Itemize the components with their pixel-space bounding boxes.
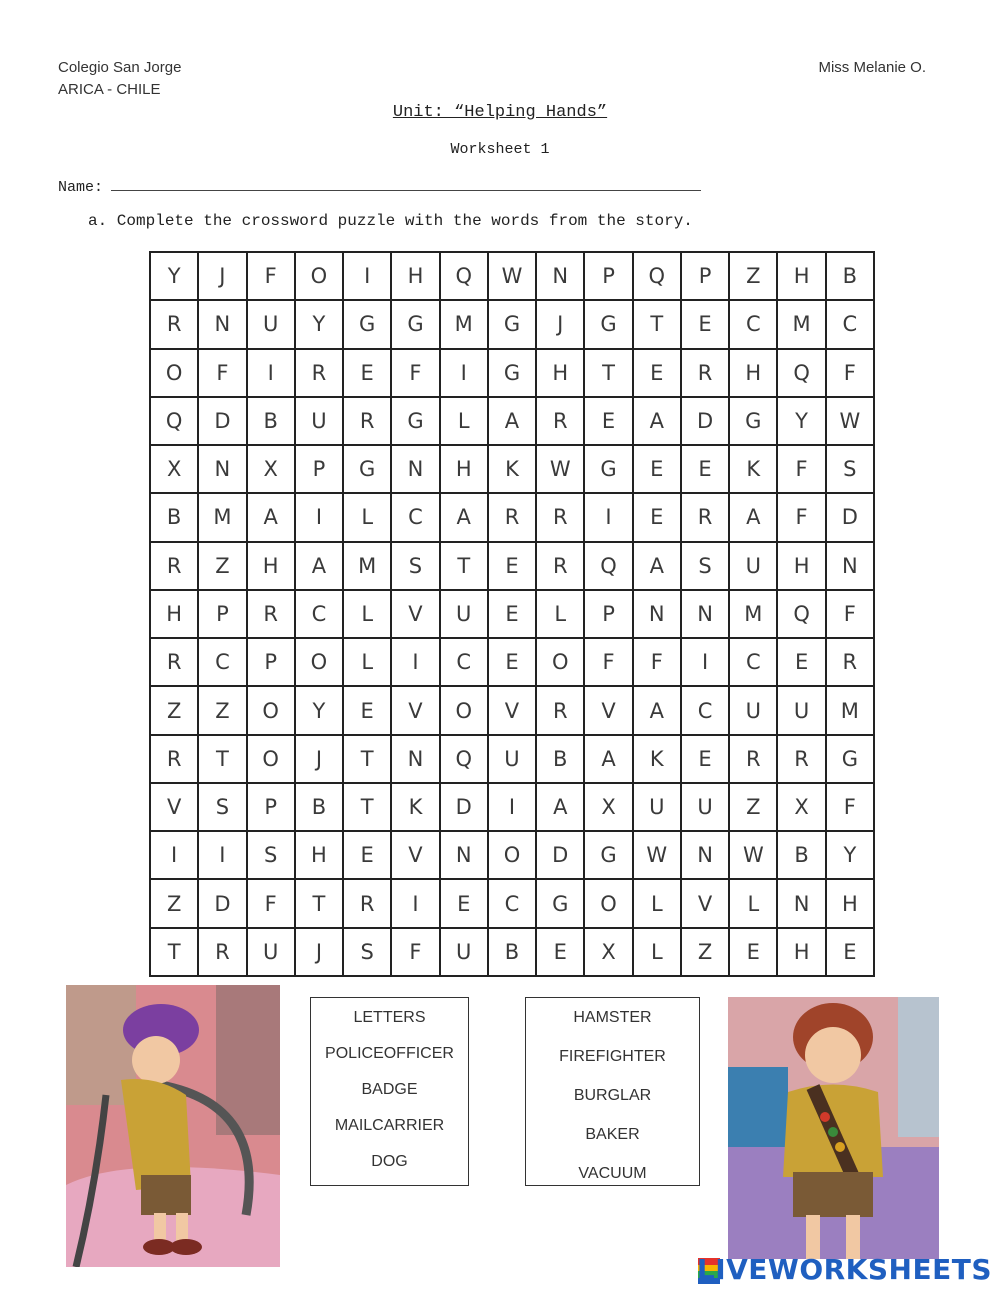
- grid-cell[interactable]: A: [633, 542, 681, 590]
- grid-cell[interactable]: R: [826, 638, 874, 686]
- word-search-grid[interactable]: [149, 251, 875, 977]
- grid-cell[interactable]: P: [584, 252, 632, 300]
- word-list-item: BADGE: [361, 1081, 418, 1098]
- grid-cell[interactable]: L: [633, 928, 681, 976]
- grid-cell[interactable]: M: [777, 300, 825, 348]
- grid-cell[interactable]: I: [391, 638, 439, 686]
- grid-cell[interactable]: G: [584, 445, 632, 493]
- grid-cell[interactable]: N: [391, 445, 439, 493]
- grid-cell[interactable]: E: [633, 349, 681, 397]
- grid-cell[interactable]: Q: [440, 735, 488, 783]
- grid-cell[interactable]: K: [488, 445, 536, 493]
- grid-cell[interactable]: C: [391, 493, 439, 541]
- grid-cell[interactable]: G: [826, 735, 874, 783]
- grid-cell[interactable]: X: [150, 445, 198, 493]
- grid-cell[interactable]: E: [536, 928, 584, 976]
- grid-cell[interactable]: T: [633, 300, 681, 348]
- grid-cell[interactable]: R: [150, 638, 198, 686]
- grid-cell[interactable]: W: [488, 252, 536, 300]
- grid-cell[interactable]: E: [488, 638, 536, 686]
- grid-cell[interactable]: R: [536, 542, 584, 590]
- grid-cell[interactable]: N: [826, 542, 874, 590]
- grid-cell[interactable]: L: [633, 879, 681, 927]
- grid-cell[interactable]: C: [295, 590, 343, 638]
- grid-cell[interactable]: S: [681, 542, 729, 590]
- grid-cell[interactable]: Y: [295, 686, 343, 734]
- grid-cell[interactable]: A: [295, 542, 343, 590]
- grid-cell[interactable]: B: [826, 252, 874, 300]
- grid-cell[interactable]: H: [729, 349, 777, 397]
- grid-cell[interactable]: E: [343, 686, 391, 734]
- name-label: Name:: [58, 179, 104, 196]
- grid-cell[interactable]: I: [295, 493, 343, 541]
- grid-cell[interactable]: J: [295, 735, 343, 783]
- grid-cell[interactable]: A: [440, 493, 488, 541]
- grid-cell[interactable]: C: [729, 638, 777, 686]
- grid-cell[interactable]: U: [440, 590, 488, 638]
- grid-cell[interactable]: E: [681, 735, 729, 783]
- grid-cell[interactable]: C: [681, 686, 729, 734]
- grid-cell[interactable]: H: [295, 831, 343, 879]
- grid-cell[interactable]: W: [536, 445, 584, 493]
- grid-cell[interactable]: Z: [729, 252, 777, 300]
- grid-cell[interactable]: Z: [150, 686, 198, 734]
- grid-cell[interactable]: P: [295, 445, 343, 493]
- grid-cell[interactable]: W: [826, 397, 874, 445]
- grid-cell[interactable]: Z: [198, 542, 246, 590]
- grid-cell[interactable]: Q: [150, 397, 198, 445]
- grid-cell[interactable]: I: [584, 493, 632, 541]
- grid-cell[interactable]: X: [584, 783, 632, 831]
- grid-cell[interactable]: L: [343, 493, 391, 541]
- instruction-text: a. Complete the crossword puzzle with the words from the story.: [88, 212, 693, 230]
- grid-cell[interactable]: X: [584, 928, 632, 976]
- grid-cell[interactable]: E: [488, 590, 536, 638]
- grid-cell[interactable]: S: [247, 831, 295, 879]
- grid-cell[interactable]: K: [729, 445, 777, 493]
- grid-cell[interactable]: J: [295, 928, 343, 976]
- grid-cell[interactable]: A: [536, 783, 584, 831]
- grid-cell[interactable]: E: [343, 831, 391, 879]
- grid-cell[interactable]: S: [343, 928, 391, 976]
- grid-cell[interactable]: Q: [633, 252, 681, 300]
- grid-cell[interactable]: F: [584, 638, 632, 686]
- name-input-line[interactable]: [111, 176, 701, 191]
- grid-cell[interactable]: F: [826, 349, 874, 397]
- grid-cell[interactable]: V: [681, 879, 729, 927]
- grid-cell[interactable]: P: [584, 590, 632, 638]
- grid-cell[interactable]: L: [343, 590, 391, 638]
- grid-cell[interactable]: C: [198, 638, 246, 686]
- grid-cell[interactable]: M: [826, 686, 874, 734]
- teacher-name: Miss Melanie O.: [818, 59, 926, 76]
- grid-cell[interactable]: N: [681, 590, 729, 638]
- grid-cell[interactable]: C: [440, 638, 488, 686]
- grid-cell[interactable]: F: [198, 349, 246, 397]
- grid-cell[interactable]: U: [440, 928, 488, 976]
- grid-cell[interactable]: R: [777, 735, 825, 783]
- grid-cell[interactable]: T: [343, 735, 391, 783]
- grid-cell[interactable]: Q: [777, 590, 825, 638]
- grid-cell[interactable]: C: [729, 300, 777, 348]
- grid-cell[interactable]: I: [681, 638, 729, 686]
- grid-cell[interactable]: I: [343, 252, 391, 300]
- grid-cell[interactable]: K: [391, 783, 439, 831]
- grid-cell[interactable]: F: [777, 445, 825, 493]
- grid-cell[interactable]: H: [826, 879, 874, 927]
- grid-cell[interactable]: O: [295, 252, 343, 300]
- grid-cell[interactable]: T: [584, 349, 632, 397]
- grid-cell[interactable]: Y: [295, 300, 343, 348]
- grid-cell[interactable]: E: [440, 879, 488, 927]
- grid-cell[interactable]: N: [681, 831, 729, 879]
- grid-cell[interactable]: R: [343, 397, 391, 445]
- grid-cell[interactable]: A: [633, 686, 681, 734]
- grid-cell[interactable]: R: [150, 735, 198, 783]
- grid-cell[interactable]: L: [536, 590, 584, 638]
- grid-cell[interactable]: F: [391, 349, 439, 397]
- grid-cell[interactable]: H: [777, 542, 825, 590]
- grid-cell[interactable]: U: [729, 686, 777, 734]
- grid-cell[interactable]: H: [391, 252, 439, 300]
- name-row: [58, 176, 701, 196]
- grid-cell[interactable]: N: [198, 445, 246, 493]
- grid-cell[interactable]: R: [343, 879, 391, 927]
- grid-cell[interactable]: R: [150, 542, 198, 590]
- word-list-item: LETTERS: [353, 1009, 426, 1026]
- grid-cell[interactable]: D: [440, 783, 488, 831]
- school-name: Colegio San Jorge: [58, 59, 182, 76]
- grid-cell[interactable]: M: [729, 590, 777, 638]
- grid-cell[interactable]: H: [247, 542, 295, 590]
- grid-cell[interactable]: G: [343, 300, 391, 348]
- grid-cell[interactable]: P: [681, 252, 729, 300]
- grid-cell[interactable]: R: [536, 397, 584, 445]
- grid-cell[interactable]: S: [826, 445, 874, 493]
- grid-cell[interactable]: N: [198, 300, 246, 348]
- grid-cell[interactable]: Q: [440, 252, 488, 300]
- worksheet-title: Unit: “Helping Hands”: [392, 103, 608, 122]
- grid-cell[interactable]: L: [440, 397, 488, 445]
- grid-cell[interactable]: O: [536, 638, 584, 686]
- grid-cell[interactable]: F: [777, 493, 825, 541]
- grid-cell[interactable]: R: [729, 735, 777, 783]
- grid-cell[interactable]: W: [729, 831, 777, 879]
- grid-cell[interactable]: N: [777, 879, 825, 927]
- grid-cell[interactable]: T: [440, 542, 488, 590]
- grid-cell[interactable]: F: [826, 783, 874, 831]
- grid-cell[interactable]: R: [150, 300, 198, 348]
- grid-cell[interactable]: E: [729, 928, 777, 976]
- grid-cell[interactable]: H: [777, 252, 825, 300]
- grid-cell[interactable]: G: [391, 397, 439, 445]
- grid-cell[interactable]: D: [681, 397, 729, 445]
- word-list-item: HAMSTER: [573, 1009, 652, 1026]
- grid-cell[interactable]: E: [681, 300, 729, 348]
- word-list-item: BAKER: [585, 1126, 640, 1143]
- grid-cell[interactable]: I: [198, 831, 246, 879]
- grid-cell[interactable]: P: [247, 783, 295, 831]
- grid-cell[interactable]: K: [633, 735, 681, 783]
- grid-cell[interactable]: N: [536, 252, 584, 300]
- grid-cell[interactable]: O: [488, 831, 536, 879]
- grid-cell[interactable]: B: [295, 783, 343, 831]
- grid-cell[interactable]: Y: [777, 397, 825, 445]
- grid-cell[interactable]: O: [247, 686, 295, 734]
- grid-cell[interactable]: V: [584, 686, 632, 734]
- grid-cell[interactable]: N: [391, 735, 439, 783]
- grid-cell[interactable]: U: [729, 542, 777, 590]
- grid-cell[interactable]: T: [295, 879, 343, 927]
- liveworksheets-logo: LIVEWORKSHEETS: [696, 1253, 992, 1286]
- grid-cell[interactable]: E: [633, 445, 681, 493]
- grid-cell[interactable]: T: [343, 783, 391, 831]
- grid-cell[interactable]: E: [681, 445, 729, 493]
- grid-cell[interactable]: I: [247, 349, 295, 397]
- grid-cell[interactable]: G: [343, 445, 391, 493]
- grid-cell[interactable]: U: [247, 300, 295, 348]
- grid-cell[interactable]: E: [826, 928, 874, 976]
- grid-cell[interactable]: A: [729, 493, 777, 541]
- grid-cell[interactable]: G: [729, 397, 777, 445]
- word-list-box-2: [525, 997, 700, 1186]
- grid-cell[interactable]: O: [584, 879, 632, 927]
- grid-cell[interactable]: P: [247, 638, 295, 686]
- word-list-item: VACUUM: [578, 1165, 647, 1182]
- grid-cell[interactable]: O: [295, 638, 343, 686]
- grid-cell[interactable]: H: [777, 928, 825, 976]
- grid-cell[interactable]: R: [488, 493, 536, 541]
- grid-cell[interactable]: N: [633, 590, 681, 638]
- grid-cell[interactable]: U: [681, 783, 729, 831]
- word-list-item: POLICEOFFICER: [325, 1045, 454, 1062]
- grid-cell[interactable]: U: [488, 735, 536, 783]
- grid-cell[interactable]: R: [681, 349, 729, 397]
- grid-cell[interactable]: Y: [150, 252, 198, 300]
- grid-cell[interactable]: M: [343, 542, 391, 590]
- grid-cell[interactable]: R: [536, 493, 584, 541]
- grid-cell[interactable]: C: [488, 879, 536, 927]
- grid-cell[interactable]: Z: [729, 783, 777, 831]
- grid-cell[interactable]: R: [295, 349, 343, 397]
- grid-cell[interactable]: H: [536, 349, 584, 397]
- grid-cell[interactable]: S: [391, 542, 439, 590]
- grid-cell[interactable]: B: [488, 928, 536, 976]
- grid-cell[interactable]: I: [391, 879, 439, 927]
- grid-cell[interactable]: U: [247, 928, 295, 976]
- grid-cell[interactable]: B: [777, 831, 825, 879]
- grid-cell[interactable]: D: [536, 831, 584, 879]
- grid-cell[interactable]: R: [681, 493, 729, 541]
- grid-cell[interactable]: E: [777, 638, 825, 686]
- grid-cell[interactable]: F: [633, 638, 681, 686]
- grid-cell[interactable]: A: [247, 493, 295, 541]
- grid-cell[interactable]: H: [440, 445, 488, 493]
- grid-cell[interactable]: G: [488, 300, 536, 348]
- grid-cell[interactable]: D: [198, 397, 246, 445]
- grid-cell[interactable]: Z: [198, 686, 246, 734]
- grid-cell[interactable]: S: [198, 783, 246, 831]
- grid-cell[interactable]: M: [440, 300, 488, 348]
- scout-girl-illustration: [728, 997, 939, 1259]
- grid-cell[interactable]: E: [633, 493, 681, 541]
- grid-cell[interactable]: R: [198, 928, 246, 976]
- grid-cell[interactable]: F: [247, 879, 295, 927]
- grid-cell[interactable]: B: [150, 493, 198, 541]
- grid-cell[interactable]: A: [488, 397, 536, 445]
- grid-cell[interactable]: U: [633, 783, 681, 831]
- grid-cell[interactable]: R: [247, 590, 295, 638]
- word-list-box-1: [310, 997, 469, 1186]
- grid-cell[interactable]: Y: [826, 831, 874, 879]
- grid-cell[interactable]: G: [584, 831, 632, 879]
- grid-cell[interactable]: F: [826, 590, 874, 638]
- grid-cell[interactable]: J: [536, 300, 584, 348]
- word-list-item: MAILCARRIER: [334, 1117, 445, 1134]
- school-location: ARICA - CHILE: [58, 81, 161, 98]
- grid-cell[interactable]: W: [633, 831, 681, 879]
- grid-cell[interactable]: F: [247, 252, 295, 300]
- worksheet-subtitle: Worksheet 1: [450, 141, 550, 158]
- grid-cell[interactable]: Q: [584, 542, 632, 590]
- grid-cell[interactable]: G: [488, 349, 536, 397]
- grid-cell[interactable]: G: [584, 300, 632, 348]
- grid-cell[interactable]: Z: [150, 879, 198, 927]
- grid-cell[interactable]: M: [198, 493, 246, 541]
- grid-cell[interactable]: Z: [681, 928, 729, 976]
- grid-cell[interactable]: A: [584, 735, 632, 783]
- grid-cell[interactable]: I: [150, 831, 198, 879]
- grid-cell[interactable]: V: [391, 590, 439, 638]
- grid-cell[interactable]: B: [247, 397, 295, 445]
- grid-cell[interactable]: F: [391, 928, 439, 976]
- grid-cell[interactable]: G: [536, 879, 584, 927]
- grid-cell[interactable]: D: [198, 879, 246, 927]
- grid-cell[interactable]: B: [536, 735, 584, 783]
- grid-cell[interactable]: O: [440, 686, 488, 734]
- word-list-item: BURGLAR: [573, 1087, 652, 1104]
- grid-cell[interactable]: E: [343, 349, 391, 397]
- grid-cell[interactable]: U: [777, 686, 825, 734]
- word-list-item: DOG: [371, 1153, 408, 1170]
- grid-cell[interactable]: G: [391, 300, 439, 348]
- grid-cell[interactable]: U: [295, 397, 343, 445]
- grid-cell[interactable]: L: [729, 879, 777, 927]
- grid-cell[interactable]: J: [198, 252, 246, 300]
- grid-cell[interactable]: V: [391, 831, 439, 879]
- grid-cell[interactable]: A: [633, 397, 681, 445]
- grid-cell[interactable]: H: [150, 590, 198, 638]
- grid-cell[interactable]: V: [150, 783, 198, 831]
- grid-cell[interactable]: R: [536, 686, 584, 734]
- grid-cell[interactable]: V: [391, 686, 439, 734]
- grid-cell[interactable]: X: [777, 783, 825, 831]
- vacuum-girl-illustration: [66, 985, 280, 1267]
- grid-cell[interactable]: E: [584, 397, 632, 445]
- grid-cell[interactable]: E: [488, 542, 536, 590]
- grid-cell[interactable]: L: [343, 638, 391, 686]
- grid-cell[interactable]: P: [198, 590, 246, 638]
- grid-cell[interactable]: V: [488, 686, 536, 734]
- grid-cell[interactable]: O: [150, 349, 198, 397]
- grid-cell[interactable]: D: [826, 493, 874, 541]
- grid-cell[interactable]: Q: [777, 349, 825, 397]
- grid-cell[interactable]: O: [247, 735, 295, 783]
- grid-cell[interactable]: T: [198, 735, 246, 783]
- grid-cell[interactable]: N: [440, 831, 488, 879]
- grid-cell[interactable]: I: [440, 349, 488, 397]
- grid-cell[interactable]: T: [150, 928, 198, 976]
- word-list-item: FIREFIGHTER: [559, 1048, 666, 1065]
- grid-cell[interactable]: C: [826, 300, 874, 348]
- grid-cell[interactable]: X: [247, 445, 295, 493]
- grid-cell[interactable]: I: [488, 783, 536, 831]
